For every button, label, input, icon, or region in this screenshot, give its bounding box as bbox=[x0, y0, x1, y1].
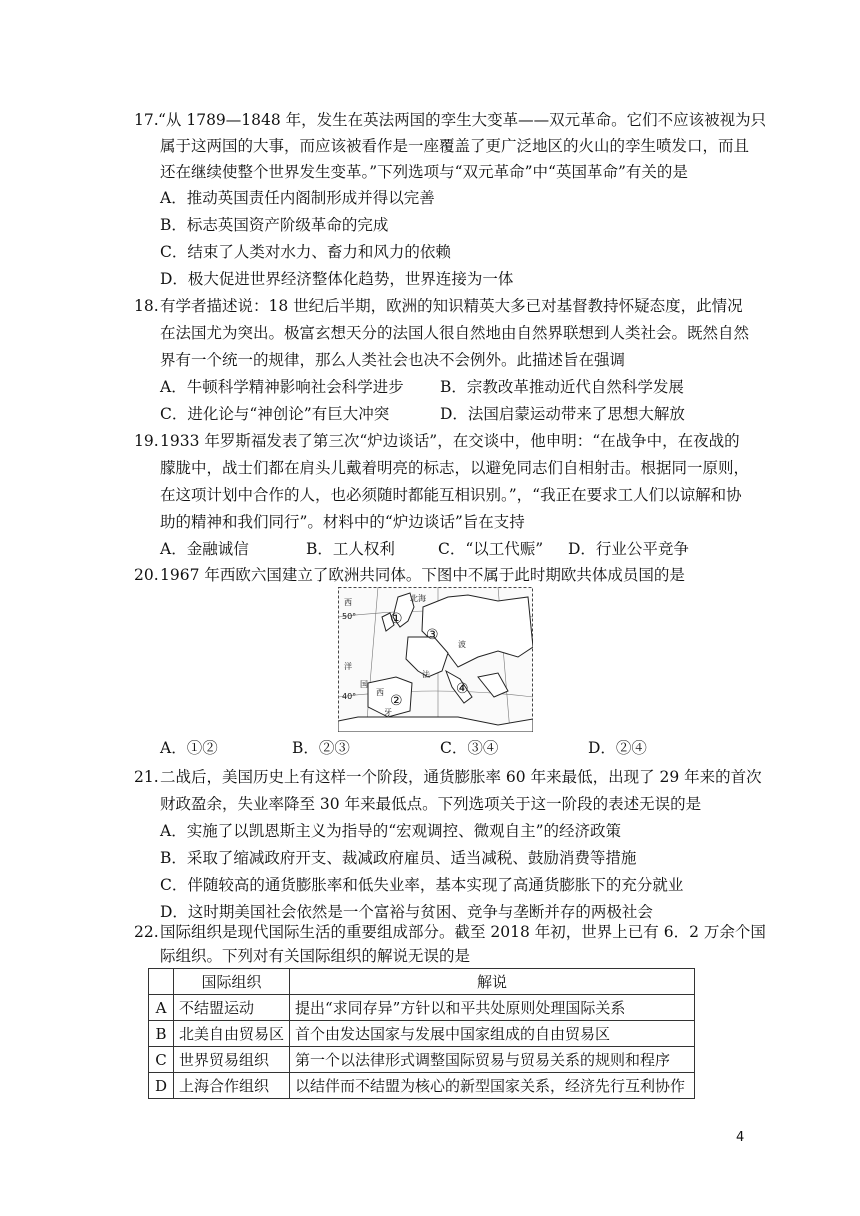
question-number: 20. bbox=[134, 566, 159, 584]
option-a: A．牛顿科学精神影响社会科学进步 bbox=[160, 378, 404, 396]
option-d: D．极大促进世界经济整体化趋势，世界连接为一体 bbox=[160, 270, 514, 288]
organizations-table bbox=[148, 968, 695, 1099]
map-label: 牙 bbox=[384, 708, 392, 717]
table-row bbox=[149, 1047, 695, 1073]
question-text-line: 有学者描述说：18 世纪后半期，欧洲的知识精英大多已对基督教持怀疑态度，此情况 bbox=[160, 297, 743, 315]
question-text-line: “从 1789—1848 年，发生在英法两国的孪生大变革——双元革命。它们不应该被视为只 bbox=[158, 111, 767, 129]
table-row bbox=[149, 1073, 695, 1099]
option-a: A．①② bbox=[160, 739, 218, 757]
table-cell: 不结盟运动 bbox=[174, 995, 290, 1021]
option-b: B．采取了缩减政府开支、裁减政府雇员、适当减税、鼓励消费等措施 bbox=[160, 849, 637, 867]
table-cell: B bbox=[149, 1021, 174, 1047]
question-text-line: 在这项计划中合作的人，也必须随时都能互相识别。”，“我正在要求工人们以谅解和协 bbox=[160, 486, 742, 504]
question-text-line: 助的精神和我们同行”。材料中的“炉边谈话”旨在支持 bbox=[160, 513, 525, 531]
table-cell: A bbox=[149, 995, 174, 1021]
table-header-cell: 解说 bbox=[290, 969, 695, 995]
map-label: 波 bbox=[458, 640, 466, 649]
page-number: 4 bbox=[736, 1130, 745, 1145]
question-number: 22. bbox=[134, 923, 159, 941]
map-label: 西 bbox=[344, 598, 352, 607]
map-marker-1: ① bbox=[390, 611, 403, 627]
table-cell: 首个由发达国家与发展中国家组成的自由贸易区 bbox=[290, 1021, 695, 1047]
table-cell: 第一个以法律形式调整国际贸易与贸易关系的规则和程序 bbox=[290, 1047, 695, 1073]
option-a: A．金融诚信 bbox=[160, 540, 249, 558]
option-c: C．③④ bbox=[440, 739, 499, 757]
question-text-line: 国际组织是现代国际生活的重要组成部分。截至 2018 年初，世界上已有 6．2 万余个国 bbox=[160, 923, 766, 941]
table-cell: 以结伴而不结盟为核心的新型国家关系，经济先行互利协作 bbox=[290, 1073, 695, 1099]
question-text-line: 财政盈余，失业率降至 30 年来最低点。下列选项关于这一阶段的表述无误的是 bbox=[160, 795, 702, 813]
europe-map bbox=[338, 587, 533, 732]
table-cell: D bbox=[149, 1073, 174, 1099]
table-cell: 上海合作组织 bbox=[174, 1073, 290, 1099]
option-a: A．推动英国责任内阁制形成并得以完善 bbox=[160, 189, 435, 207]
option-b: B．标志英国资产阶级革命的完成 bbox=[160, 216, 389, 234]
map-label: 法 bbox=[422, 670, 430, 679]
table-row bbox=[149, 995, 695, 1021]
table-header-row bbox=[149, 969, 695, 995]
question-text-line: 二战后，美国历史上有这样一个阶段，通货膨胀率 60 年来最低，出现了 29 年来的首次 bbox=[160, 768, 762, 786]
map-marker-2: ② bbox=[390, 693, 403, 709]
table-header-cell: 国际组织 bbox=[174, 969, 290, 995]
option-b: B．②③ bbox=[292, 739, 350, 757]
option-d: D．这时期美国社会依然是一个富裕与贫困、竞争与垄断并存的两极社会 bbox=[160, 903, 653, 921]
map-marker-3: ③ bbox=[426, 627, 439, 643]
question-text-line: 属于这两国的大事，而应该被看作是一座覆盖了更广泛地区的火山的孪生喷发口，而且 bbox=[160, 137, 750, 155]
map-label: 国 bbox=[360, 680, 368, 689]
table-cell: C bbox=[149, 1047, 174, 1073]
map-label: 北海 bbox=[410, 594, 426, 603]
table-cell: 世界贸易组织 bbox=[174, 1047, 290, 1073]
question-number: 19. bbox=[134, 432, 159, 450]
map-label: 西 bbox=[376, 688, 384, 697]
option-b: B．工人权利 bbox=[306, 540, 395, 558]
map-label: 40° bbox=[342, 692, 357, 701]
question-text-line: 1967 年西欧六国建立了欧洲共同体。下图中不属于此时期欧共体成员国的是 bbox=[160, 566, 685, 584]
map-label: 洋 bbox=[344, 662, 352, 671]
table-row bbox=[149, 1021, 695, 1047]
option-c: C．“以工代赈” bbox=[438, 540, 544, 558]
question-text-line: 界有一个统一的规律，那么人类社会也决不会例外。此描述旨在强调 bbox=[160, 351, 626, 369]
question-text-line: 在法国尤为突出。极富玄想天分的法国人很自然地由自然界联想到人类社会。既然自然 bbox=[160, 324, 750, 342]
question-number: 21. bbox=[134, 768, 159, 786]
option-d: D．②④ bbox=[588, 739, 647, 757]
question-text-line: 还在继续使整个世界发生变革。”下列选项与“双元革命”中“英国革命”有关的是 bbox=[160, 163, 688, 181]
option-a: A．实施了以凯恩斯主义为指导的“宏观调控、微观自主”的经济政策 bbox=[160, 822, 622, 840]
map-marker-4: ④ bbox=[456, 681, 469, 697]
table-header-cell bbox=[149, 969, 174, 995]
map-label: 50° bbox=[342, 612, 357, 621]
table-cell: 提出“求同存异”方针以和平共处原则处理国际关系 bbox=[290, 995, 695, 1021]
option-d: D．行业公平竞争 bbox=[568, 540, 689, 558]
option-c: C．伴随较高的通货膨胀率和低失业率，基本实现了高通货膨胀下的充分就业 bbox=[160, 876, 684, 894]
option-b: B．宗教改革推动近代自然科学发展 bbox=[440, 378, 684, 396]
question-text-line: 际组织。下列对有关国际组织的解说无误的是 bbox=[160, 947, 471, 965]
option-d: D．法国启蒙运动带来了思想大解放 bbox=[440, 405, 685, 423]
option-c: C．结束了人类对水力、畜力和风力的依赖 bbox=[160, 243, 451, 261]
question-number: 18. bbox=[134, 297, 159, 315]
option-c: C．进化论与“神创论”有巨大冲突 bbox=[160, 405, 390, 423]
question-number: 17. bbox=[134, 111, 159, 129]
question-text-line: 1933 年罗斯福发表了第三次“炉边谈话”，在交谈中，他申明：“在战争中，在夜战的 bbox=[160, 432, 740, 450]
table-cell: 北美自由贸易区 bbox=[174, 1021, 290, 1047]
question-text-line: 朦胧中，战士们都在肩头儿戴着明亮的标志，以避免同志们自相射击。根据同一原则， bbox=[160, 459, 750, 477]
